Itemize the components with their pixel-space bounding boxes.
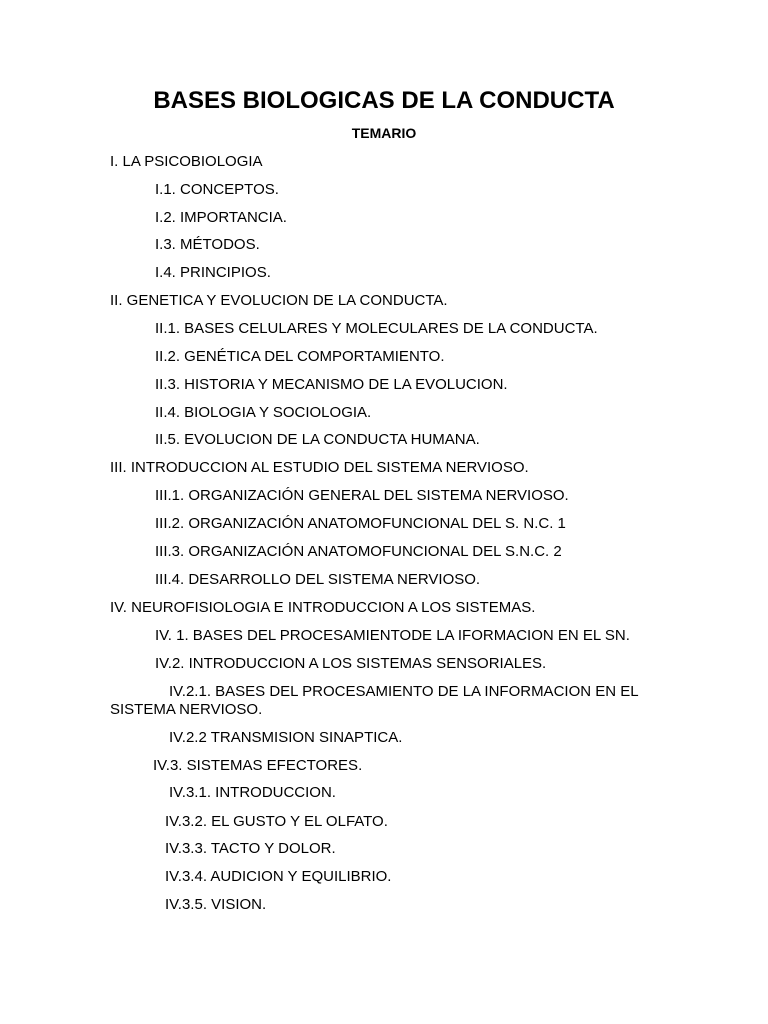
subsection-item: IV. 1. BASES DEL PROCESAMIENTODE LA IFORMACION EN EL SN. <box>155 627 630 644</box>
subsubsection-item: IV.3.2. EL GUSTO Y EL OLFATO. <box>165 813 388 830</box>
subsection-item: II.2. GENÉTICA DEL COMPORTAMIENTO. <box>155 348 445 365</box>
section-heading: II. GENETICA Y EVOLUCION DE LA CONDUCTA. <box>110 292 448 309</box>
subsection-item: III.3. ORGANIZACIÓN ANATOMOFUNCIONAL DEL S.N.C. 2 <box>155 543 562 560</box>
subsection-item: I.4. PRINCIPIOS. <box>155 264 271 281</box>
subsubsection-item: IV.3.5. VISION. <box>165 896 267 913</box>
subsection-item: III.1. ORGANIZACIÓN GENERAL DEL SISTEMA NERVIOSO. <box>155 487 569 504</box>
subsection-item: I.2. IMPORTANCIA. <box>155 209 287 226</box>
document-title: BASES BIOLOGICAS DE LA CONDUCTA <box>153 87 615 114</box>
subsection-item: II.3. HISTORIA Y MECANISMO DE LA EVOLUCION. <box>155 376 508 393</box>
section-heading: I. LA PSICOBIOLOGIA <box>110 153 263 170</box>
subsection-item: IV.2. INTRODUCCION A LOS SISTEMAS SENSORIALES. <box>155 655 547 672</box>
section-heading: IV. NEUROFISIOLOGIA E INTRODUCCION A LOS SISTEMAS. <box>110 599 536 616</box>
subsection-item: III.2. ORGANIZACIÓN ANATOMOFUNCIONAL DEL S. N.C. 1 <box>155 515 566 532</box>
subsection-item: II.1. BASES CELULARES Y MOLECULARES DE LA CONDUCTA. <box>155 320 598 337</box>
section-heading: III. INTRODUCCION AL ESTUDIO DEL SISTEMA NERVIOSO. <box>110 459 529 476</box>
subsection-item: II.4. BIOLOGIA Y SOCIOLOGIA. <box>155 404 372 421</box>
subsubsection-item: IV.2.2 TRANSMISION SINAPTICA. <box>169 729 403 746</box>
subsection-item: III.4. DESARROLLO DEL SISTEMA NERVIOSO. <box>155 571 481 588</box>
subsection-item: I.3. MÉTODOS. <box>155 236 260 253</box>
document-subtitle: TEMARIO <box>351 125 417 141</box>
subsection-item: IV.3. SISTEMAS EFECTORES. <box>153 757 363 774</box>
subsection-item: II.5. EVOLUCION DE LA CONDUCTA HUMANA. <box>155 431 480 448</box>
subsubsection-item: IV.3.4. AUDICION Y EQUILIBRIO. <box>165 868 392 885</box>
subsubsection-item: IV.2.1. BASES DEL PROCESAMIENTO DE LA INFORMACION EN EL <box>169 683 639 700</box>
subsubsection-item: IV.3.1. INTRODUCCION. <box>169 784 336 801</box>
subsubsection-item: IV.3.3. TACTO Y DOLOR. <box>165 840 336 857</box>
subsubsection-item-continuation: SISTEMA NERVIOSO. <box>110 701 263 718</box>
subsection-item: I.1. CONCEPTOS. <box>155 181 279 198</box>
